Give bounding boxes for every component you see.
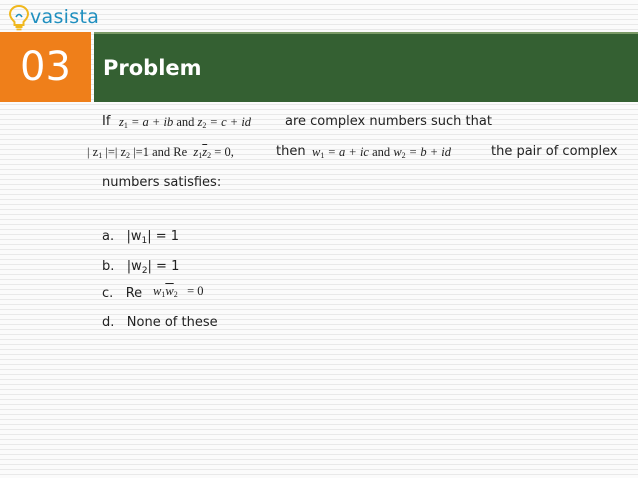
logo-text: vasista bbox=[30, 6, 100, 28]
line2-tail: the pair of complex bbox=[491, 144, 618, 159]
then-word: then bbox=[276, 144, 306, 159]
w-definition: $w_1 = a$ + ic and $w_2 = b$ + id bbox=[312, 145, 451, 160]
z1-definition: $z_1 = a$ + ib and $z_2 = c$ + id bbox=[119, 115, 252, 130]
modulus-condition: | $z_1$ |=| $z_2$ |=1 and Re $z_1\overline{z}_2 = 0$, bbox=[87, 145, 234, 160]
line1-tail: are complex numbers such that bbox=[285, 114, 492, 129]
option-c[interactable]: c. Re bbox=[102, 286, 143, 301]
slide-title: Problem bbox=[103, 56, 202, 80]
option-c-math: $w_1\overline{w}_2$ = 0 bbox=[153, 284, 204, 299]
if-word: If bbox=[102, 114, 111, 129]
line3-text: numbers satisfies: bbox=[102, 175, 222, 190]
option-d[interactable]: d. None of these bbox=[102, 315, 218, 330]
option-a[interactable]: a. $|w_1| = 1$ bbox=[102, 229, 180, 246]
problem-number: 03 bbox=[20, 44, 71, 90]
option-b[interactable]: b. $|w_2| = 1$ bbox=[102, 259, 180, 276]
